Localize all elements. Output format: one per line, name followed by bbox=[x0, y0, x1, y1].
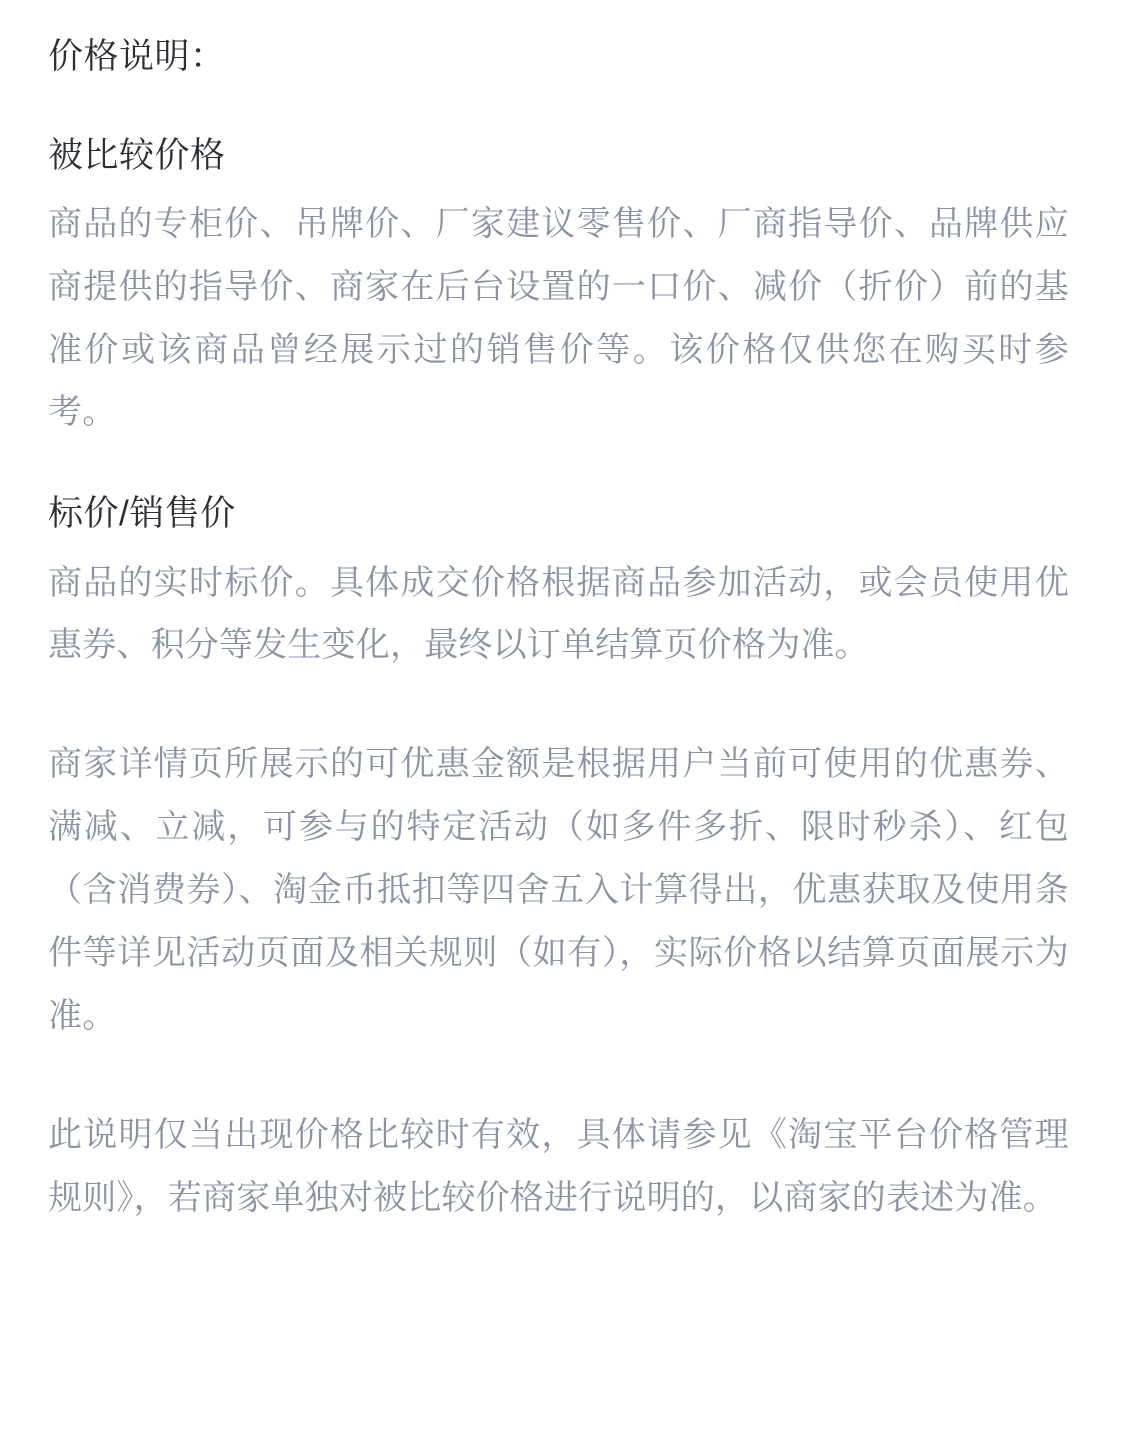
section-compared-price bbox=[48, 132, 1069, 445]
section-paragraph: 商品的实时标价。具体成交价格根据商品参加活动，或会员使用优惠券、积分等发生变化，最终以订单结算页价格为准。 bbox=[48, 563, 1069, 665]
section-heading-list-sale-price: 标价/销售价 bbox=[48, 494, 236, 534]
section-list-sale-price bbox=[48, 490, 1069, 1229]
section-paragraph: 商品的专柜价、吊牌价、厂家建议零售价、厂商指导价、品牌供应商提供的指导价、商家在后台设置的一口价、减价（折价）前的基准价或该商品曾经展示过的销售价等。该价格仅供您在购买时参考。 bbox=[48, 204, 1069, 432]
section-paragraph: 此说明仅当出现价格比较时有效，具体请参见《淘宝平台价格管理规则》，若商家单独对被比较价格进行说明的，以商家的表述为准。 bbox=[48, 1115, 1069, 1217]
section-heading-compared-price: 被比较价格 bbox=[48, 135, 226, 175]
page-title: 价格说明： bbox=[48, 37, 226, 76]
section-paragraph: 商家详情页所展示的可优惠金额是根据用户当前可使用的优惠券、满减、立减，可参与的特定活动（如多件多折、限时秒杀）、红包（含消费券）、淘金币抵扣等四舍五入计算得出，优惠获取及使用条件等详见活动页面及相关规则（如有），实际价格以结算页面展示为准。 bbox=[48, 745, 1069, 1035]
